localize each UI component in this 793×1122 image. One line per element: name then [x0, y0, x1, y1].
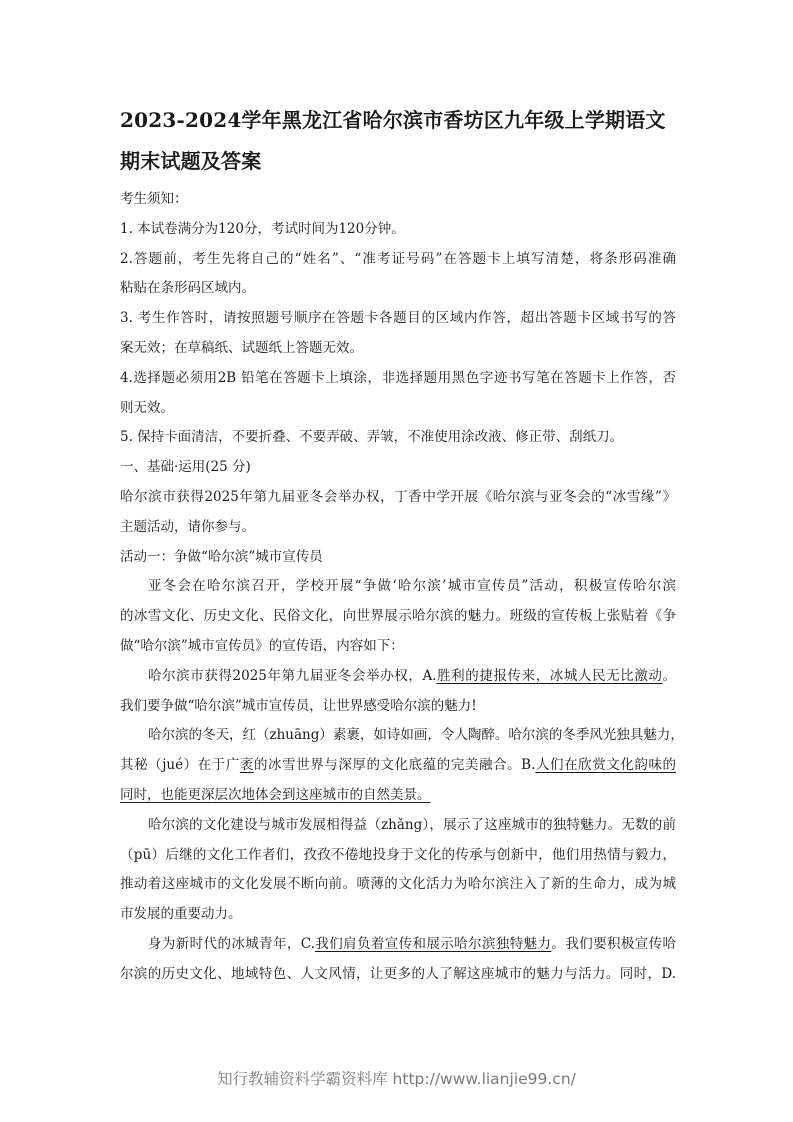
- paragraph-5-line-1: [120, 930, 676, 960]
- underlined-word: 袤: [239, 757, 254, 774]
- notice-heading: 考生须知：: [120, 191, 188, 207]
- p5-suffix: 。我们要积极宣传哈: [551, 935, 677, 952]
- paragraph-1-line-3: 做“哈尔滨”城市宣传员》的宣传语，内容如下：: [120, 637, 404, 654]
- p3-middle: 的冰雪世界与深厚的文化底蕴的完美融合。B.: [253, 757, 536, 774]
- title-line-1: 2023-2024学年黑龙江省哈尔滨市香坊区九年级上学期语文: [120, 108, 666, 132]
- paragraph-1-line-1: 亚冬会在哈尔滨召开，学校开展“争做‘哈尔滨’城市宣传员”活动，积极宣传哈尔滨: [148, 578, 676, 595]
- paragraph-4-line-2: （pū）后继的文化工作者们，孜孜不倦地投身于文化的传承与创新中，他们用热情与毅力，: [120, 846, 676, 863]
- paragraph-3-line-1: 哈尔滨的冬天，红（zhuāng）素裹，如诗如画，令人陶醉。哈尔滨的冬季风光独具魅力，: [148, 727, 684, 744]
- notice-item-3-line-2: 案无效；在草稿纸、试题纸上答题无效。: [120, 339, 363, 356]
- notice-item-4-line-1: 4.选择题必须用2B 铅笔在答题卡上填涂，非选择题用黑色字迹书写笔在答题卡上作答，否: [120, 369, 676, 386]
- notice-item-3-line-1: 3. 考生作答时，请按照题号顺序在答题卡各题目的区域内作答，超出答题卡区域书写的答: [120, 310, 676, 327]
- paragraph-2-line-1: [120, 662, 676, 692]
- paragraph-4-line-3: 推动着这座城市的文化发展不断向前。喷薄的文化活力为哈尔滨注入了新的生命力，成为城: [120, 876, 676, 893]
- notice-item-2-line-1: 2.答题前，考生先将自己的“姓名”、“准考证号码”在答题卡上填写清楚，将条形码准确: [120, 250, 676, 267]
- underlined-sentence-b-part-1: 人们在欣赏文化韵味的: [535, 757, 677, 774]
- underlined-sentence-b-part-2: 同时，也能更深层次地体会到这座城市的自然美景。: [120, 786, 431, 803]
- document-body: [120, 185, 684, 990]
- p3-prefix: 其秘（jué）在于广: [120, 757, 240, 774]
- underlined-sentence-a: 胜利的捷报传来，冰城人民无比激动: [436, 667, 663, 684]
- p5-prefix: 身为新时代的冰城青年，C.: [148, 935, 315, 952]
- title-line-2: 期末试题及答案: [120, 149, 262, 173]
- page-title: [120, 100, 680, 182]
- intro-line-2: 主题活动，请你参与。: [120, 518, 255, 535]
- notice-item-2-line-2: 粘贴在条形码区域内。: [120, 280, 255, 297]
- section-heading: 一、基础·运用(25 分): [120, 459, 251, 476]
- intro-line-1: 哈尔滨市获得2025年第九届亚冬会举办权，丁香中学开展《哈尔滨与亚冬会的“冰雪缘”》: [120, 488, 676, 505]
- footer-watermark: 知行教辅资料学霸资料库 http://www.lianjie99.cn/: [217, 1070, 576, 1088]
- paragraph-2-line-2: 我们要争做“哈尔滨”城市宣传员，让世界感受哈尔滨的魅力!: [120, 697, 477, 714]
- notice-item-5: 5. 保持卡面清洁，不要折叠、不要弄破、弄皱，不准使用涂改液、修正带、刮纸刀。: [120, 429, 624, 446]
- underlined-sentence-c: 我们肩负着宣传和展示哈尔滨独特魅力: [314, 935, 552, 952]
- paragraph-5-line-2: 尔滨的历史文化、地域特色、人文风情，让更多的人了解这座城市的魅力与活力。同时，D.: [120, 965, 676, 982]
- activity-heading: 活动一：争做“哈尔滨”城市宣传员: [120, 548, 323, 565]
- notice-item-1: 1. 本试卷满分为120分，考试时间为120分钟。: [120, 220, 405, 237]
- paragraph-3-line-2: [120, 751, 676, 781]
- paragraph-3-line-3: [120, 781, 676, 811]
- p2-suffix: 。: [662, 667, 677, 684]
- paragraph-4-line-4: 市发展的重要动力。: [120, 906, 242, 923]
- paragraph-1-line-2: 的冰雪文化、历史文化、民俗文化，向世界展示哈尔滨的魅力。班级的宣传板上张贴着《争: [120, 608, 676, 625]
- paragraph-4-line-1: 哈尔滨的文化建设与城市发展相得益（zhǎng），展示了这座城市的独特魅力。无数的前: [148, 816, 676, 833]
- notice-item-4-line-2: 则无效。: [120, 399, 174, 416]
- p2-prefix: 哈尔滨市获得2025年第九届亚冬会举办权，A.: [148, 667, 437, 684]
